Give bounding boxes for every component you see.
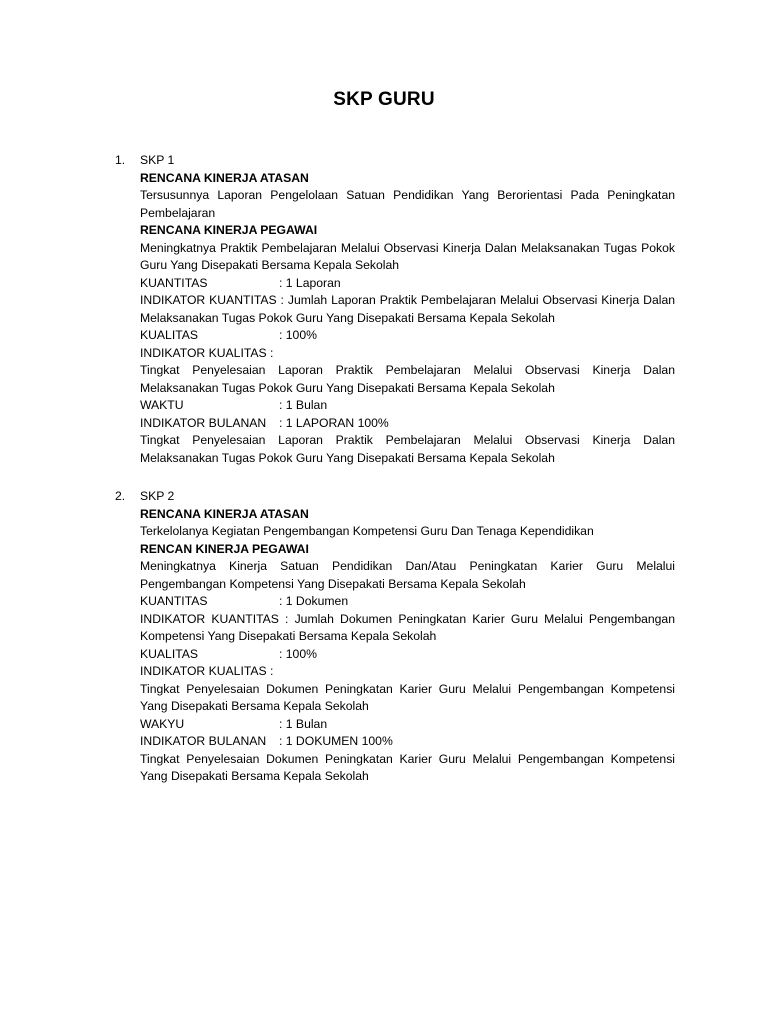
kuantitas-row xyxy=(140,593,675,611)
skp-name: SKP 2 xyxy=(140,489,175,503)
pegawai-text: Meningkatnya Kinerja Satuan Pendidikan Dan/Atau Peningkatan Karier Guru Melalui Pengembangan Kompetensi Yang Disepakati Bersama Kepala Sekolah xyxy=(140,559,675,591)
kuantitas-row xyxy=(140,275,675,293)
kualitas-label: KUALITAS xyxy=(140,328,199,342)
pegawai-text: Meningkatnya Praktik Pembelajaran Melalui Observasi Kinerja Dalan Melaksanakan Tugas Pokok Guru Yang Disepakati Bersama Kepala Sekolah xyxy=(140,240,675,272)
skp-item-1 xyxy=(115,152,675,467)
bulanan-label: INDIKATOR BULANAN xyxy=(140,415,267,430)
bulanan-row xyxy=(140,733,675,751)
bulanan-value: : 1 LAPORAN 100% xyxy=(279,415,389,430)
skp-body xyxy=(140,488,675,786)
skp-body xyxy=(140,152,675,467)
list-number: 1. xyxy=(115,153,126,167)
kualitas-value: : 100% xyxy=(279,328,317,342)
document-title: SKP GURU xyxy=(333,89,435,110)
indikator-kualitas-label: INDIKATOR KUALITAS : xyxy=(140,345,274,360)
indikator-kualitas-text: Tingkat Penyelesaian Laporan Praktik Pembelajaran Melalui Observasi Kinerja Dalan Melaksanakan Tugas Pokok Guru Yang Disepakati Bersama Kepala Sekolah xyxy=(140,363,675,395)
waktu-row xyxy=(140,716,675,734)
bulanan-text: Tingkat Penyelesaian Dokumen Peningkatan Karier Guru Melalui Pengembangan Kompetensi Yang Disepakati Bersama Kepala Sekolah xyxy=(140,751,675,783)
kuantitas-value: : 1 Laporan xyxy=(279,275,341,290)
kualitas-label: KUALITAS xyxy=(140,646,199,661)
bulanan-text: Tingkat Penyelesaian Laporan Praktik Pembelajaran Melalui Observasi Kinerja Dalan Melaksanakan Tugas Pokok Guru Yang Disepakati Bersama Kepala Sekolah xyxy=(140,433,675,465)
kuantitas-label: KUANTITAS xyxy=(140,594,208,608)
list-number: 2. xyxy=(115,489,126,503)
skp-item-2 xyxy=(115,488,675,786)
pegawai-heading: RENCAN KINERJA PEGAWAI xyxy=(140,541,309,556)
pegawai-heading: RENCANA KINERJA PEGAWAI xyxy=(140,223,318,237)
skp-name: SKP 1 xyxy=(140,153,175,167)
bulanan-row xyxy=(140,415,675,433)
atasan-text: Tersusunnya Laporan Pengelolaan Satuan Pendidikan Yang Berorientasi Pada Peningkatan Pembelajaran xyxy=(140,188,675,220)
indikator-kuantitas: INDIKATOR KUANTITAS : Jumlah Laporan Praktik Pembelajaran Melalui Observasi Kinerja Dalan Melaksanakan Tugas Pokok Guru Yang Disepakati Bersama Kepala Sekolah xyxy=(140,293,675,325)
atasan-text: Terkelolanya Kegiatan Pengembangan Kompetensi Guru Dan Tenaga Kependidikan xyxy=(140,524,594,538)
indikator-kuantitas: INDIKATOR KUANTITAS : Jumlah Dokumen Peningkatan Karier Guru Melalui Pengembangan Kompetensi Yang Disepakati Bersama Kepala Sekolah xyxy=(140,611,675,643)
atasan-heading: RENCANA KINERJA ATASAN xyxy=(140,170,309,185)
atasan-heading: RENCANA KINERJA ATASAN xyxy=(140,506,309,521)
kuantitas-label: KUANTITAS xyxy=(140,275,208,290)
kuantitas-value: : 1 Dokumen xyxy=(279,594,349,608)
bulanan-value: : 1 DOKUMEN 100% xyxy=(279,734,393,748)
indikator-kualitas-label: INDIKATOR KUALITAS : xyxy=(140,664,274,678)
indikator-kualitas-text: Tingkat Penyelesaian Dokumen Peningkatan Karier Guru Melalui Pengembangan Kompetensi Yang Disepakati Bersama Kepala Sekolah xyxy=(140,681,675,713)
waktu-row xyxy=(140,397,675,415)
kualitas-row xyxy=(140,327,675,345)
bulanan-label: INDIKATOR BULANAN xyxy=(140,734,267,748)
kualitas-row xyxy=(140,646,675,664)
kualitas-value: : 100% xyxy=(279,646,317,661)
waktu-label: WAKYU xyxy=(140,716,185,731)
waktu-label: WAKTU xyxy=(140,398,184,412)
waktu-value: : 1 Bulan xyxy=(279,716,328,731)
waktu-value: : 1 Bulan xyxy=(279,398,328,412)
